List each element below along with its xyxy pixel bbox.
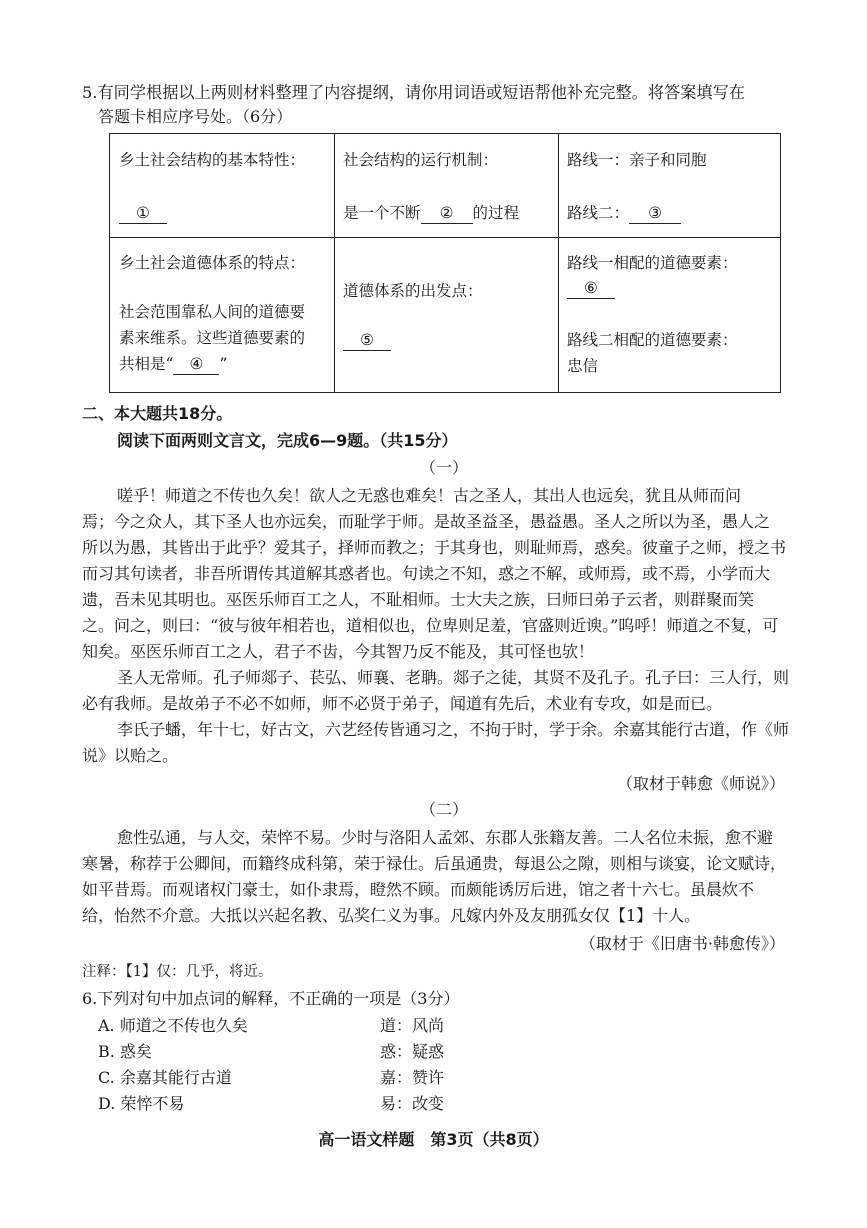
q5-stem-line2: 答题卡相应序号处。（6分） <box>98 107 293 126</box>
cell-text: 共相是“ <box>119 355 174 373</box>
passage1-line: 圣人无常师。孔子师郯子、苌弘、师襄、老聃。郯子之徒，其贤不及孔子。孔子曰：三人行，则 <box>117 668 790 687</box>
cell-text: 路线二： <box>567 204 630 222</box>
cell-operating-mechanism <box>335 134 559 238</box>
passage1-line: 嗟乎！师道之不传也久矣！欲人之无惑也难矣！古之圣人，其出人也远矣，犹且从师而问 <box>117 486 742 505</box>
cell-label: 路线一相配的道德要素： <box>567 254 738 272</box>
part2-title: （二） <box>420 800 469 819</box>
section-intro: 阅读下面两则文言文，完成6—9题。（共15分） <box>117 431 458 450</box>
passage1-line: 知矣。巫医乐师百工之人，君子不齿，今其智乃反不能及，其可怪也欤！ <box>82 642 595 661</box>
passage1-line: 而习其句读者，非吾所谓传其道解其惑者也。句读之不知，惑之不解，或师焉，或不焉，小学而大 <box>82 564 771 583</box>
q6-option-d-gloss: 易：改变 <box>380 1094 445 1113</box>
annotation-note: 注释：【1】仅：几乎，将近。 <box>82 964 273 980</box>
section-heading: 二、本大题共18分。 <box>82 404 233 423</box>
source-citation: （取材于《旧唐书·韩愈传》） <box>579 934 785 953</box>
passage1-line: 必有我师。是故弟子不必不如师，师不必贤于弟子，闻道有先后，术业有专攻，如是而已。 <box>82 694 723 713</box>
cell-text: 素来维系。这些道德要素的 <box>119 329 306 347</box>
cell-starting-point <box>335 238 559 393</box>
passage2-line: 愈性弘通，与人交，荣悴不易。少时与洛阳人孟郊、东郡人张籍友善。二人名位未振，愈不避 <box>117 828 774 847</box>
passage1-line: 说》以贻之。 <box>82 746 179 765</box>
cell-label: 乡土社会道德体系的特点： <box>119 254 306 272</box>
passage1-line: 遗，吾未见其明也。巫医乐师百工之人，不耻相师。士大夫之族，曰师曰弟子云者，则群聚而笑 <box>82 590 755 609</box>
cell-text: ” <box>219 355 228 373</box>
cell-text: 社会范围靠私人间的道德要 <box>119 303 306 321</box>
cell-text: 的过程 <box>472 204 520 222</box>
q6-option-c-gloss: 嘉：赞许 <box>380 1068 445 1087</box>
cell-moral-system <box>110 238 335 393</box>
answer-blank-2: ② <box>421 203 473 224</box>
cell-text: 是一个不断 <box>343 204 421 222</box>
passage1-line: 李氏子蟠，年十七，好古文，六艺经传皆通习之，不拘于时，学于余。余嘉其能行古道，作《师 <box>117 720 790 739</box>
q6-option-c: C. 余嘉其能行古道 <box>98 1068 232 1087</box>
cell-label: 路线二相配的道德要素： <box>567 331 738 349</box>
passage1-line: 焉；今之众人，其下圣人也亦远矣，而耻学于师。是故圣益圣，愚益愚。圣人之所以为圣，愚人之 <box>82 512 771 531</box>
source-citation: （取材于韩愈《师说》） <box>616 774 785 793</box>
q6-stem: 6.下列对句中加点词的解释，不正确的一项是（3分） <box>82 989 460 1008</box>
q5-stem-line1: 5.有同学根据以上两则材料整理了内容提纲，请你用词语或短语帮他补充完整。将答案填写在 <box>82 83 745 102</box>
answer-blank-6: ⑥ <box>567 278 615 299</box>
cell-basic-trait <box>110 134 335 238</box>
answer-blank-1: ① <box>119 203 167 224</box>
cell-moral-elements <box>559 238 781 393</box>
passage2-line: 寒暑，称荐于公卿间，而籍终成科第，荣于禄仕。后虽通贵，每退公之隙，则相与谈宴，论文赋诗， <box>82 854 787 873</box>
passage1-line: 所以为愚，其皆出于此乎？爱其子，择师而教之；于其身也，则耻师焉，惑矣。彼童子之师，授之书 <box>82 538 787 557</box>
cell-routes <box>559 134 781 238</box>
part1-title: （一） <box>420 458 469 477</box>
outline-table <box>109 133 781 393</box>
answer-blank-5: ⑤ <box>343 330 391 351</box>
q6-option-a: A. 师道之不传也久矣 <box>98 1016 248 1035</box>
answer-blank-3: ③ <box>629 203 681 224</box>
cell-label: 路线一：亲子和同胞 <box>567 151 707 169</box>
cell-text: 忠信 <box>567 357 599 375</box>
answer-blank-4: ④ <box>173 354 219 375</box>
cell-label: 社会结构的运行机制： <box>343 151 499 169</box>
cell-label: 道德体系的出发点： <box>343 282 483 300</box>
passage2-line: 给，怡然不介意。大抵以兴起名教、弘奖仁义为事。凡嫁内外及友朋孤女仅【1】十人。 <box>82 906 701 925</box>
q6-option-b-gloss: 惑：疑惑 <box>380 1042 445 1061</box>
q6-option-a-gloss: 道：风尚 <box>380 1016 445 1035</box>
passage1-line: 之。问之，则曰：“彼与彼年相若也，道相似也，位卑则足羞，官盛则近谀。”呜呼！师道之不复，可 <box>82 616 779 635</box>
q6-option-d: D. 荣悴不易 <box>98 1094 185 1113</box>
q6-option-b: B. 惑矣 <box>98 1042 152 1061</box>
page-footer: 高一语文样题 第3页（共8页） <box>318 1130 549 1149</box>
passage2-line: 如平昔焉。而观诸权门豪士，如仆隶焉，瞪然不顾。而颇能诱厉后进，馆之者十六七。虽晨炊不 <box>82 880 755 899</box>
cell-label: 乡土社会结构的基本特性： <box>119 151 306 169</box>
